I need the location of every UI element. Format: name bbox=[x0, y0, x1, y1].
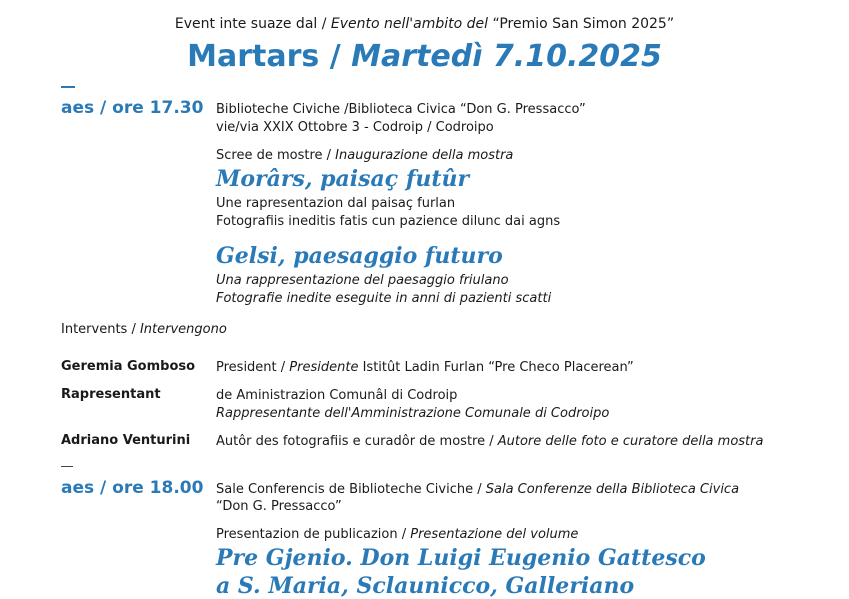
speaker-role-friulian: de Aministrazion Comunâl di Codroip bbox=[216, 388, 458, 403]
event-context-line bbox=[0, 16, 849, 33]
venue-line-2: vie/via XXIX Ottobre 3 - Codroip / Codroipo bbox=[216, 120, 494, 135]
speaker-role-italian: Presidente bbox=[289, 360, 359, 375]
date-friulian: Martars / bbox=[187, 39, 352, 74]
separator-dash bbox=[61, 466, 73, 467]
speaker-name: Adriano Venturini bbox=[61, 433, 191, 448]
interventions-label-italian: Intervengono bbox=[139, 322, 227, 337]
speaker-role-rest: Istitût Ladin Furlan “Pre Checo Placerean” bbox=[358, 360, 634, 375]
page-title-date bbox=[0, 38, 849, 76]
book-title-line-1: Pre Gjenio. Don Luigi Eugenio Gattesco bbox=[216, 545, 706, 571]
time-slot-1: aes / ore 17.30 bbox=[61, 98, 204, 118]
separator-dash bbox=[61, 86, 75, 88]
exhibition-type-friulian: Scree de mostre / bbox=[216, 148, 336, 163]
speaker-role-friulian: Autôr des fotografiis e curadôr de mostre / bbox=[216, 434, 498, 449]
presentation-type bbox=[216, 526, 578, 543]
exhibition-type-italian: Inaugurazione della mostra bbox=[335, 148, 514, 163]
venue-friulian: Sale Conferencis de Biblioteche Civiche / bbox=[216, 482, 486, 497]
date-italian: Martedì 7.10.2025 bbox=[351, 39, 662, 74]
presentation-type-italian: Presentazione del volume bbox=[410, 527, 579, 542]
interventions-label-friulian: Intervents / bbox=[61, 322, 140, 337]
exhibition-title-friulian: Morârs, paisaç futûr bbox=[216, 166, 470, 192]
book-title-line-2: a S. Maria, Sclaunicco, Galleriano bbox=[216, 573, 635, 599]
speaker-name: Rapresentant bbox=[61, 387, 161, 402]
speaker-name: Geremia Gomboso bbox=[61, 359, 196, 374]
event-prefix: Event inte suaze dal / bbox=[174, 16, 331, 32]
exhibition-type bbox=[216, 147, 513, 164]
interventions-label bbox=[61, 321, 227, 338]
speaker-role bbox=[216, 359, 634, 376]
venue-line-1: Biblioteche Civiche /Biblioteca Civica “Don G. Pressacco” bbox=[216, 102, 586, 117]
event-italian: Evento nell'ambito del bbox=[330, 16, 489, 32]
time-slot-2: aes / ore 18.00 bbox=[61, 478, 204, 498]
speaker-role bbox=[216, 387, 457, 404]
speaker-role-italian: Autore delle foto e curatore della mostra bbox=[497, 434, 764, 449]
presentation-type-friulian: Presentazion de publicazion / bbox=[216, 527, 411, 542]
event-name: “Premio San Simon 2025” bbox=[488, 16, 675, 32]
exhibition-desc-friulian-1: Une rapresentazion dal paisaç furlan bbox=[216, 196, 456, 211]
venue-italian: Sala Conferenze della Biblioteca Civica bbox=[485, 482, 740, 497]
venue-line-1 bbox=[216, 481, 739, 498]
exhibition-title-italian: Gelsi, paesaggio futuro bbox=[216, 243, 503, 269]
exhibition-desc-italian-1: Una rappresentazione del paesaggio friulano bbox=[216, 273, 509, 288]
speaker-role-friulian: President / bbox=[216, 360, 290, 375]
exhibition-desc-italian-2: Fotografie inedite eseguite in anni di pazienti scatti bbox=[216, 291, 552, 306]
venue-line-2: “Don G. Pressacco” bbox=[216, 499, 342, 514]
exhibition-desc-friulian-2: Fotografiis ineditis fatis cun pazience dilunc dai agns bbox=[216, 214, 561, 229]
speaker-role bbox=[216, 433, 763, 450]
speaker-role-italian: Rappresentante dell'Amministrazione Comunale di Codroipo bbox=[216, 406, 610, 421]
